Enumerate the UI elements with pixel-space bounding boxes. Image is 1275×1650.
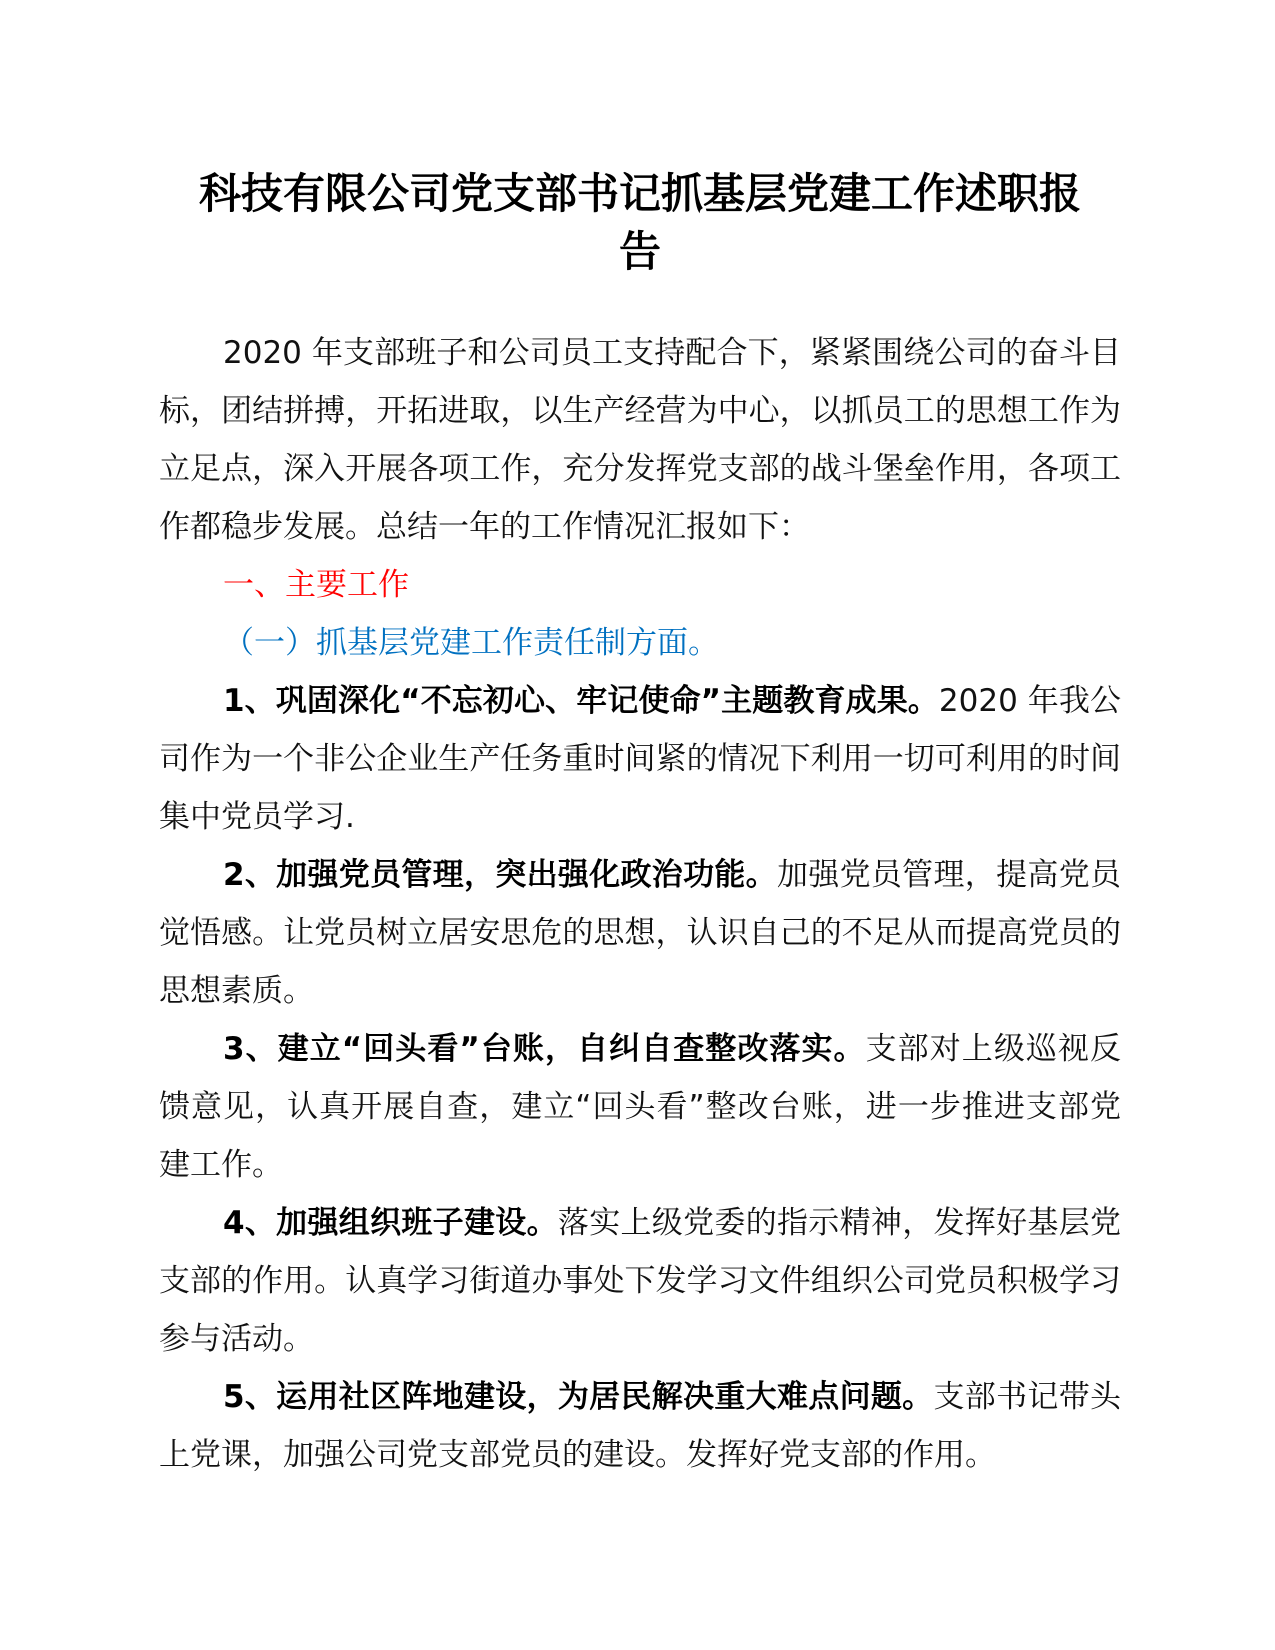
intro-paragraph: 2020 年支部班子和公司员工支持配合下，紧紧围绕公司的奋斗目标，团结拼搏，开拓进取，以生产经营为中心，以抓员工的思想工作为立足点，深入开展各项工作，充分发挥党支部的战斗堡垒作用，各项工作都稳步发展。总结一年的工作情况汇报如下： — [159, 335, 1121, 545]
list-item-body: 支部对上级巡视反馈意见，认真开展自查，建立“回头看”整改台账，进一步推进支部党建工作。 — [159, 1031, 1121, 1183]
list-item-3 — [159, 1020, 1121, 1194]
list-item-4 — [159, 1194, 1121, 1368]
document-title-line-2: 告 — [618, 227, 661, 276]
list-item-body: 加强党员管理，提高党员觉悟感。让党员树立居安思危的思想，认识自己的不足从而提高党员的思想素质。 — [159, 857, 1121, 1009]
list-item-body: 落实上级党委的指示精神，发挥好基层党支部的作用。认真学习街道办事处下发学习文件组织公司党员积极学习参与活动。 — [159, 1205, 1122, 1357]
list-item-lead: 5、运用社区阵地建设，为居民解决重大难点问题。 — [223, 1379, 934, 1415]
list-item-1 — [159, 672, 1121, 846]
list-item-lead: 4、加强组织班子建设。 — [223, 1205, 558, 1241]
document-title-line-1: 科技有限公司党支部书记抓基层党建工作述职报 — [198, 169, 1081, 218]
list-item-lead: 2、加强党员管理，突出强化政治功能。 — [223, 857, 777, 893]
document-title — [159, 165, 1121, 281]
list-item-body: 2020 年我公司作为一个非公企业生产任务重时间紧的情况下利用一切可利用的时间集中党员学习. — [159, 683, 1121, 835]
list-item-5 — [159, 1368, 1121, 1484]
subsection-heading-responsibility: （一）抓基层党建工作责任制方面。 — [223, 625, 719, 661]
list-item-lead: 3、建立“回头看”台账，自纠自查整改落实。 — [223, 1031, 866, 1067]
section-heading-main-work: 一、主要工作 — [223, 567, 409, 603]
list-item-lead: 1、巩固深化“不忘初心、牢记使命”主题教育成果。 — [223, 683, 939, 719]
list-item-2 — [159, 846, 1121, 1020]
document-body — [159, 165, 1121, 1484]
list-item-body: 支部书记带头上党课，加强公司党支部党员的建设。发挥好党支部的作用。 — [159, 1379, 1122, 1473]
